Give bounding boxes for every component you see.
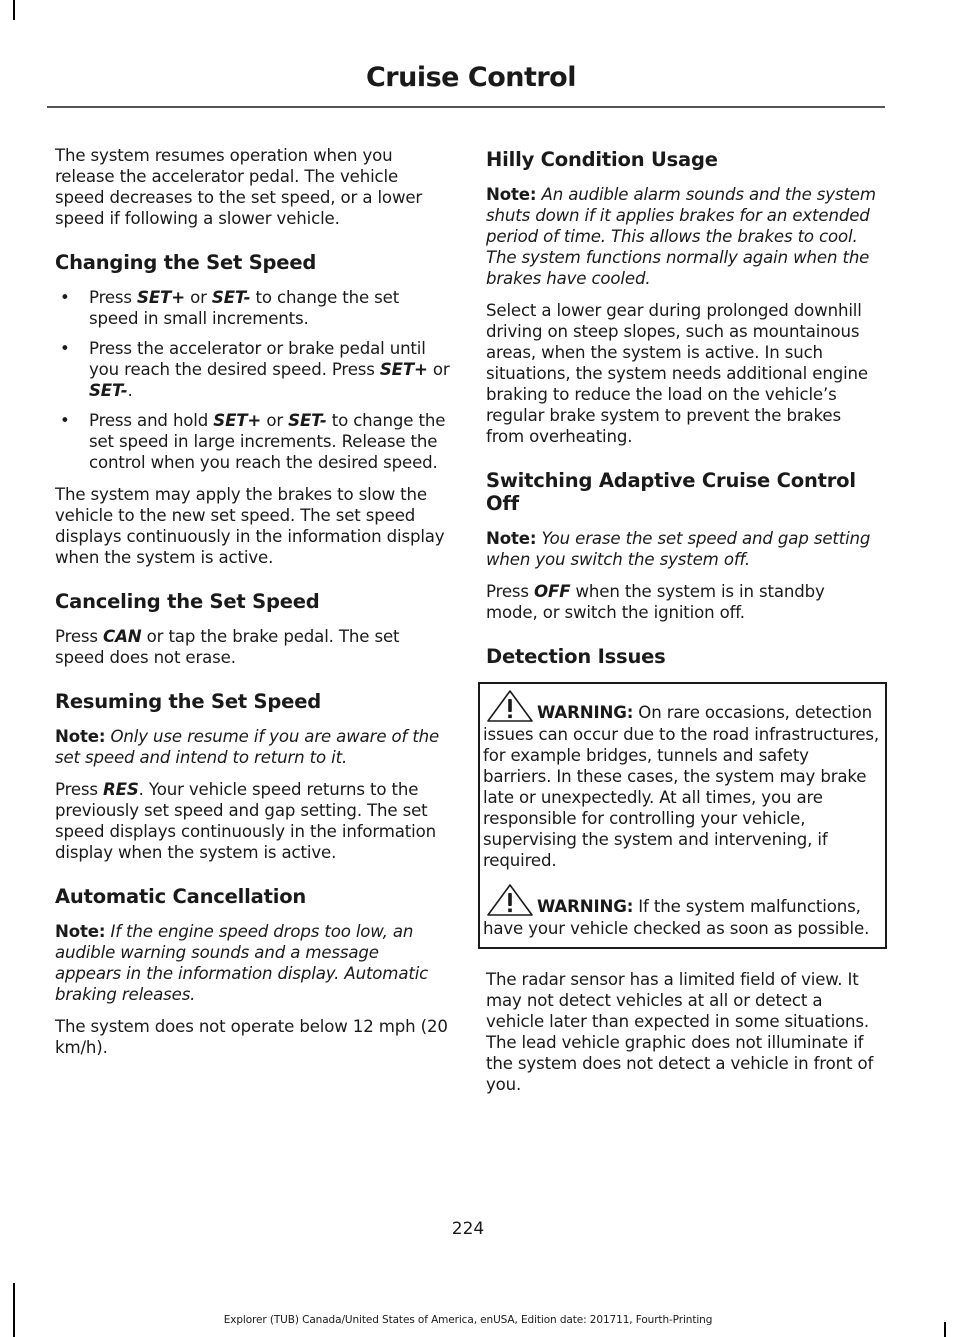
changing-speed-paragraph: The system may apply the brakes to slow the vehicle to the new set speed. The set speed displays continuously in the information display when the system is active. — [55, 485, 445, 567]
heading-switching-off: Switching Adaptive Cruise Control Off — [486, 469, 856, 515]
set-minus-control: SET- — [211, 288, 251, 307]
resuming-note: Note: Only use resume if you are aware of the set speed and intend to return to it. — [55, 727, 440, 767]
heading-canceling-set-speed: Canceling the Set Speed — [55, 590, 320, 613]
heading-hilly-condition: Hilly Condition Usage — [486, 148, 718, 171]
set-minus-control: SET- — [89, 381, 128, 400]
can-control: CAN — [103, 627, 142, 646]
left-column — [55, 145, 450, 1069]
automatic-paragraph: The system does not operate below 12 mph (20 km/h). — [55, 1017, 448, 1057]
hilly-paragraph: Select a lower gear during prolonged downhill driving on steep slopes, such as mountainous areas, when the system is active. In such situations, the system needs additional engine braking to reduce the load on the vehicle’s regular brake system to prevent the brakes from overheating. — [486, 301, 868, 446]
resuming-paragraph: Press RES. Your vehicle speed returns to the previously set speed and gap setting. The set speed displays continuously in the information display when the system is active. — [55, 780, 436, 862]
changing-speed-list — [55, 287, 450, 473]
header-divider — [47, 106, 885, 108]
intro-paragraph: The system resumes operation when you release the accelerator pedal. The vehicle speed decreases to the set speed, or a lower speed if following a slower vehicle. — [55, 146, 423, 228]
off-control: OFF — [534, 582, 571, 601]
page-footer: Explorer (TUB) Canada/United States of America, enUSA, Edition date: 201711, Fourth-Printing — [223, 1314, 713, 1326]
detection-paragraph: The radar sensor has a limited field of view. It may not detect vehicles at all or detect a vehicle later than expected in some situations. The lead vehicle graphic does not illuminate if the system does not detect a vehicle in front of you. — [486, 970, 874, 1094]
warning-item: WARNING: On rare occasions, detection issues can occur due to the road infrastructures, for example bridges, tunnels and safety barriers. In these cases, the system may brake late or unexpectedly. At all times, you are responsible for controlling your vehicle, supervising the system and intervening, if required. — [483, 688, 881, 871]
warning-item: WARNING: If the system malfunctions, have your vehicle checked as soon as possible. — [483, 882, 881, 939]
page-number: 224 — [451, 1219, 485, 1239]
automatic-note: Note: If the engine speed drops too low, an audible warning sounds and a message appears in the information display. Automatic braking releases. — [55, 922, 429, 1004]
list-item: • Press SET+ or SET- to change the set speed in small increments. — [55, 287, 450, 329]
set-plus-control: SET+ — [379, 360, 428, 379]
set-plus-control: SET+ — [137, 288, 185, 307]
heading-changing-set-speed: Changing the Set Speed — [55, 251, 317, 274]
switching-note: Note: You erase the set speed and gap setting when you switch the system off. — [486, 529, 871, 569]
canceling-paragraph: Press CAN or tap the brake pedal. The set speed does not erase. — [55, 627, 400, 667]
crop-mark-bottom-right — [944, 1322, 946, 1337]
crop-mark-top-left — [13, 0, 15, 20]
switching-paragraph: Press OFF when the system is in standby mode, or switch the ignition off. — [486, 582, 825, 622]
heading-automatic-cancellation: Automatic Cancellation — [55, 885, 307, 908]
warning-triangle-icon — [483, 688, 537, 724]
right-column — [483, 145, 881, 1106]
set-minus-control: SET- — [288, 411, 327, 430]
list-item: • Press and hold SET+ or SET- to change the set speed in large increments. Release the control when you reach the desired speed. — [55, 410, 450, 473]
warning-triangle-icon — [483, 882, 537, 918]
page-title: Cruise Control — [365, 62, 576, 93]
set-plus-control: SET+ — [213, 411, 262, 430]
hilly-note: Note: An audible alarm sounds and the system shuts down if it applies brakes for an extended period of time. This allows the brakes to cool. The system functions normally again when the brakes have cooled. — [486, 185, 876, 288]
warning-box — [478, 682, 887, 949]
res-control: RES — [103, 780, 139, 799]
heading-detection-issues: Detection Issues — [486, 645, 666, 668]
heading-resuming-set-speed: Resuming the Set Speed — [55, 690, 321, 713]
crop-mark-bottom-left — [13, 1283, 15, 1337]
list-item: • Press the accelerator or brake pedal until you reach the desired speed. Press SET+ or SET-. — [55, 338, 450, 401]
